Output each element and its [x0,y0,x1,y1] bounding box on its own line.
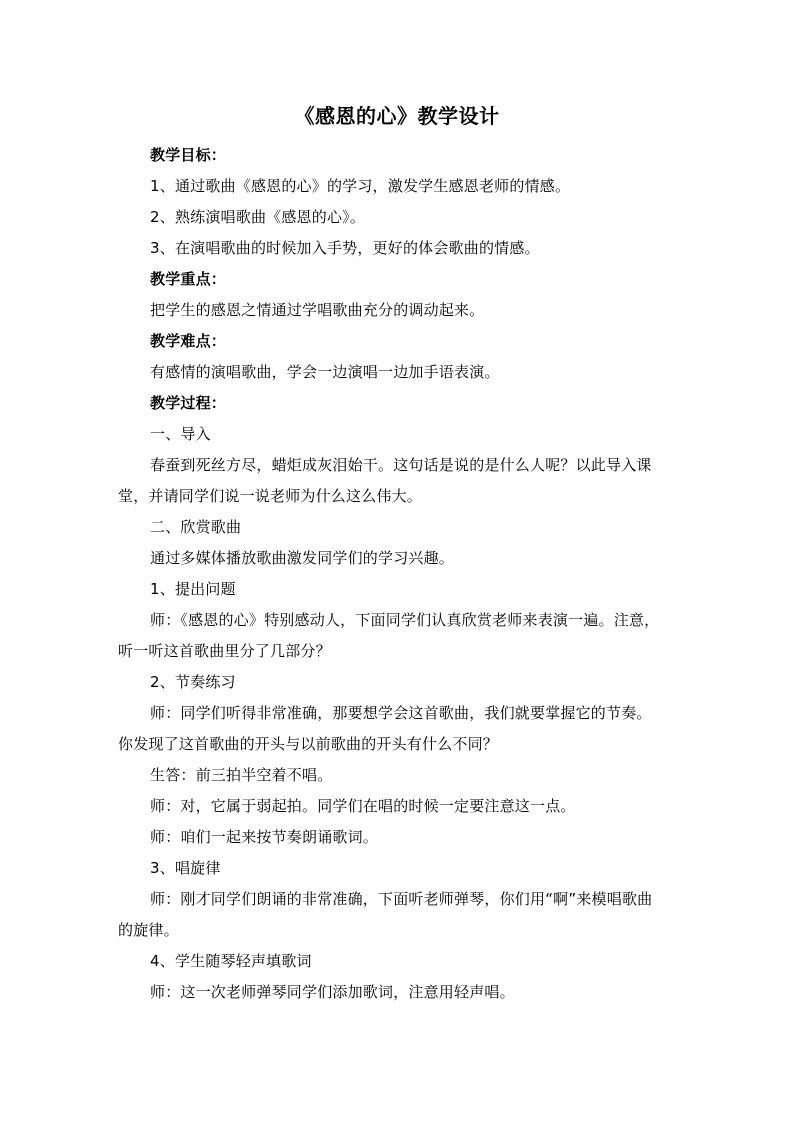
heading-difficulties: 教学难点： [150,332,227,350]
paragraph: 师：对，它属于弱起拍。同学们在唱的时候一定要注意这一点。 [150,797,576,815]
paragraph: 通过多媒体播放歌曲激发同学们的学习兴趣。 [150,549,455,567]
document-body [118,140,666,1008]
paragraph: 师：这一次老师弹琴同学们添加歌词，注意用轻声唱。 [150,983,515,1001]
paragraph: 春蚕到死丝方尽，蜡炬成灰泪始干。这句话是说的是什么人呢？以此导入课堂，并请同学们说一说老师为什么这么伟大。 [118,456,652,505]
heading-objectives: 教学目标： [150,146,227,164]
paragraph: 3、在演唱歌曲的时候加入手势，更好的体会歌曲的情感。 [150,239,540,257]
paragraph: 有感情的演唱歌曲，学会一边演唱一边加手语表演。 [150,363,500,381]
document-title: 《感恩的心》教学设计 [294,104,500,128]
heading-process: 教学过程： [150,394,227,412]
section-heading: 二、欣赏歌曲 [150,518,242,536]
paragraph: 师：《感恩的心》特别感动人，下面同学们认真欣赏老师来表演一遍。注意，听一听这首歌曲里分了几部分？ [118,611,660,660]
subsection-heading: 1、提出问题 [150,580,236,598]
paragraph: 师：同学们听得非常准确，那要想学会这首歌曲，我们就要掌握它的节奏。你发现了这首歌曲的开头与以前歌曲的开头有什么不同？ [118,704,652,753]
paragraph: 生答：前三拍半空着不唱。 [150,766,333,784]
paragraph: 把学生的感恩之情通过学唱歌曲充分的调动起来。 [150,301,485,319]
subsection-heading: 2、节奏练习 [150,673,236,691]
subsection-heading: 3、唱旋律 [150,859,221,877]
paragraph: 2、熟练演唱歌曲《感恩的心》。 [150,208,366,226]
paragraph: 师：刚才同学们朗诵的非常准确，下面听老师弹琴，你们用“啊”来模唱歌曲的旋律。 [118,890,653,939]
section-heading: 一、导入 [150,425,211,443]
heading-key-points: 教学重点： [150,270,227,288]
subsection-heading: 4、学生随琴轻声填歌词 [150,952,312,970]
paragraph: 师：咱们一起来按节奏朗诵歌词。 [150,828,379,846]
paragraph: 1、通过歌曲《感恩的心》的学习，激发学生感恩老师的情感。 [150,177,571,195]
